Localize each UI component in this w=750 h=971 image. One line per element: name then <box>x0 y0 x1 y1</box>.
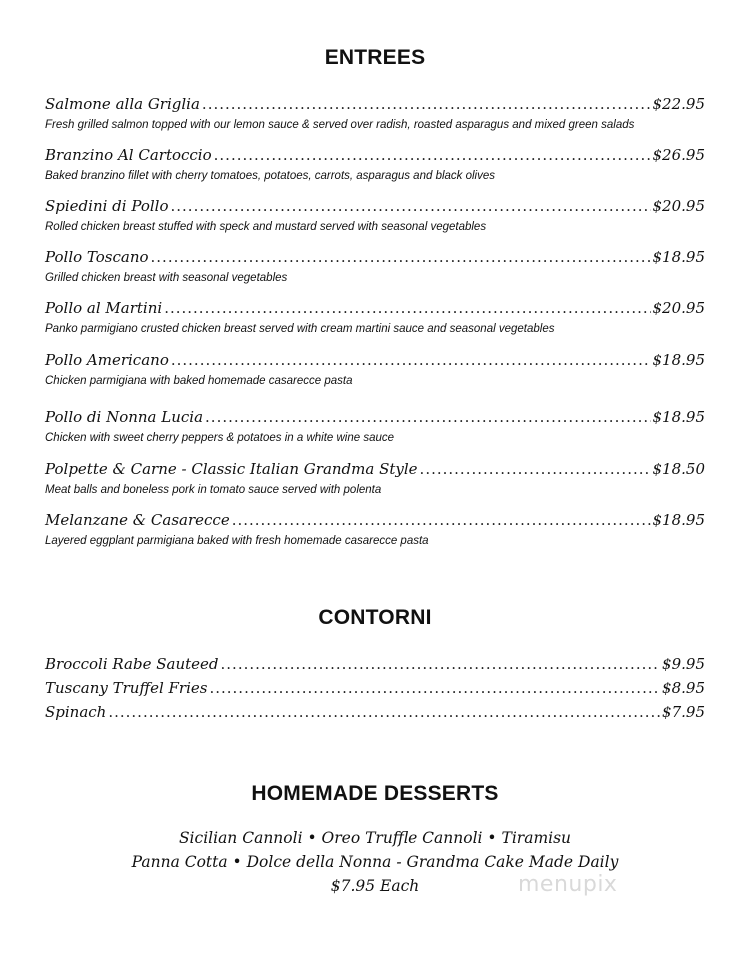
item-description: Fresh grilled salmon topped with our lemon sauce & served over radish, roasted asparagus and mixed green salads <box>45 119 635 131</box>
item-price: $9.95 <box>662 655 705 673</box>
dot-leader <box>151 247 651 267</box>
item-price: $18.95 <box>652 248 705 266</box>
item-description: Chicken with sweet cherry peppers & potatoes in a white wine sauce <box>45 432 395 444</box>
dot-leader <box>214 145 651 165</box>
menu-item <box>45 350 705 388</box>
menu-item <box>45 407 705 445</box>
item-name: Salmone alla Griglia <box>45 95 200 113</box>
item-price: $18.95 <box>652 408 705 426</box>
dot-leader <box>232 510 651 530</box>
item-price: $18.95 <box>652 511 705 529</box>
item-name: Spiedini di Pollo <box>45 197 169 215</box>
item-price: $22.95 <box>652 95 705 113</box>
dot-leader <box>420 459 651 479</box>
dot-leader <box>171 196 651 216</box>
dot-leader <box>164 298 650 318</box>
item-name: Pollo Americano <box>45 351 169 369</box>
contorni-heading: CONTORNI <box>318 606 432 629</box>
menu-item <box>45 459 705 497</box>
dessert-list-line: Panna Cotta • Dolce della Nonna - Grandma Cake Made Daily <box>131 853 619 871</box>
watermark-logo: menupix <box>518 872 618 897</box>
item-price: $8.95 <box>662 679 705 697</box>
dot-leader <box>205 407 650 427</box>
item-name: Pollo di Nonna Lucia <box>45 408 204 426</box>
item-description: Baked branzino fillet with cherry tomatoes, potatoes, carrots, asparagus and black olives <box>45 170 496 182</box>
dessert-list-line: Sicilian Cannoli • Oreo Truffle Cannoli • Tiramisu <box>178 829 572 847</box>
item-description: Rolled chicken breast stuffed with speck and mustard served with seasonal vegetables <box>45 221 487 233</box>
dot-leader <box>171 350 651 370</box>
menu-item <box>45 196 705 234</box>
item-description: Layered eggplant parmigiana baked with fresh homemade casarecce pasta <box>45 535 429 547</box>
item-price: $18.95 <box>652 351 705 369</box>
desserts-heading: HOMEMADE DESSERTS <box>251 782 499 805</box>
item-description: Meat balls and boneless pork in tomato sauce served with polenta <box>45 484 382 496</box>
dot-leader <box>202 94 651 114</box>
item-name: Melanzane & Casarecce <box>45 511 230 529</box>
dot-leader <box>209 676 660 700</box>
item-description: Panko parmigiano crusted chicken breast served with cream martini sauce and seasonal vegetables <box>45 323 555 335</box>
item-price: $26.95 <box>652 146 705 164</box>
item-description: Grilled chicken breast with seasonal vegetables <box>45 272 288 284</box>
menu-item <box>45 94 705 132</box>
item-name: Tuscany Truffel Fries <box>45 679 208 697</box>
item-price: $20.95 <box>652 299 705 317</box>
contorni-list <box>45 652 705 724</box>
item-description: Chicken parmigiana with baked homemade casarecce pasta <box>45 375 353 387</box>
menu-item <box>45 247 705 285</box>
side-item <box>45 700 705 724</box>
dot-leader <box>221 652 661 676</box>
item-price: $20.95 <box>652 197 705 215</box>
item-name: Branzino Al Cartoccio <box>45 146 212 164</box>
item-name: Pollo al Martini <box>45 299 163 317</box>
entrees-heading: ENTREES <box>324 46 426 69</box>
side-item <box>45 652 705 676</box>
item-name: Polpette & Carne - Classic Italian Grandma Style <box>45 460 418 478</box>
item-price: $7.95 <box>662 703 705 721</box>
dot-leader <box>108 700 660 724</box>
side-item <box>45 676 705 700</box>
item-name: Spinach <box>45 703 107 721</box>
item-price: $18.50 <box>652 460 705 478</box>
menu-item <box>45 298 705 336</box>
item-name: Broccoli Rabe Sauteed <box>45 655 219 673</box>
dessert-price: $7.95 Each <box>330 877 420 895</box>
menu-item <box>45 145 705 183</box>
item-name: Pollo Toscano <box>45 248 149 266</box>
menu-item <box>45 510 705 548</box>
